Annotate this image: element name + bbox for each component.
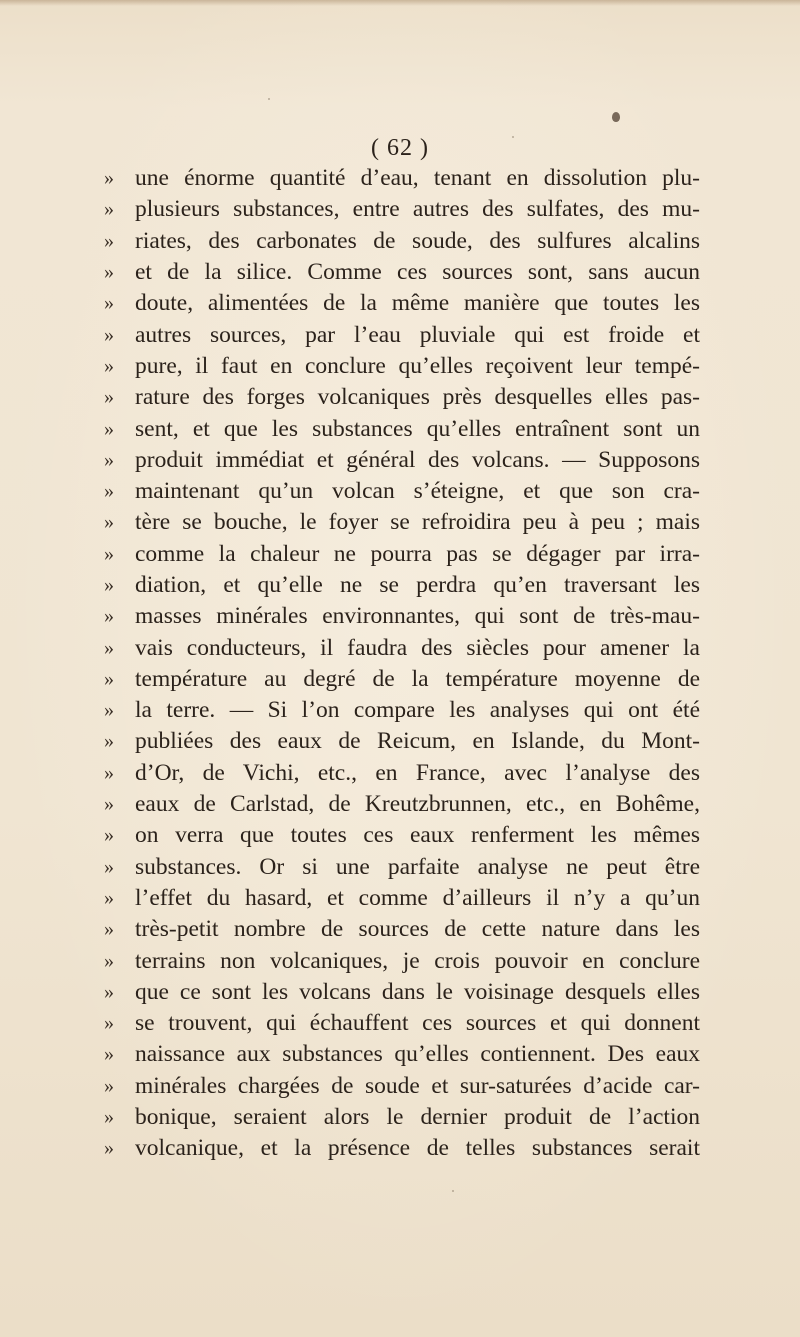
line-text: rature des forges volcaniques près desquelles elles pas- [135,384,700,411]
quotation-mark: » [104,511,114,534]
text-line [104,601,700,632]
line-text: bonique, seraient alors le dernier produit de l’action [135,1104,700,1131]
text-line [104,445,700,476]
quotation-mark: » [104,855,114,878]
text-line [104,632,700,663]
line-text: que ce sont les volcans dans le voisinage desquels elles [135,978,700,1005]
quotation-mark: » [104,949,114,972]
text-line [104,194,700,225]
line-text: maintenant qu’un volcan s’éteigne, et que son cra- [135,478,700,505]
quotation-mark: » [104,354,114,377]
line-text: volcanique, et la présence de telles substances serait [135,1135,700,1162]
quotation-mark: » [104,574,114,596]
quotation-mark: » [104,386,114,409]
line-text: on verra que toutes ces eaux renferment les mêmes [135,822,700,849]
text-line [104,1133,700,1164]
text-line [104,539,700,570]
text-line [104,507,700,538]
line-text: produit immédiat et général des volcans. — Supposons [135,446,700,473]
text-line [104,1071,700,1102]
text-line [104,1008,700,1039]
text-line [104,789,700,820]
line-text: riates, des carbonates de soude, des sulfures alcalins [135,227,700,254]
page-top-edge [0,0,800,6]
text-line [104,382,700,413]
line-text: eaux de Carlstad, de Kreutzbrunnen, etc., en Bohême, [135,791,700,818]
text-line [104,257,700,288]
quotation-mark: » [104,1012,114,1035]
text-line [104,413,700,444]
quotation-mark: » [104,1106,114,1129]
line-text: très-petit nombre de sources de cette nature dans les [135,916,700,943]
quotation-mark: » [104,699,114,722]
quotation-mark: » [104,417,114,440]
line-text: pure, il faut en conclure qu’elles reçoivent leur tempé- [135,352,700,379]
quotation-mark: » [104,448,114,471]
line-text: publiées des eaux de Reicum, en Islande, du Mont- [135,728,700,755]
line-text: température au degré de la température moyenne de [135,665,700,692]
quotation-mark: » [104,636,114,659]
line-text: se trouvent, qui échauffent ces sources et qui donnent [135,1010,700,1037]
quotation-mark: » [104,980,114,1003]
quotation-mark: » [104,605,114,628]
quotation-mark: » [104,667,114,690]
quotation-mark: » [104,261,114,284]
text-line [104,945,700,976]
line-text: terrains non volcaniques, je crois pouvoir en conclure [135,947,700,974]
line-text: d’Or, de Vichi, etc., en France, avec l’analyse des [135,759,700,786]
text-line [104,226,700,257]
quotation-mark: » [104,480,114,503]
line-text: une énorme quantité d’eau, tenant en dissolution plu- [135,165,700,192]
page-body-text [104,163,700,1165]
text-line [104,476,700,507]
quotation-mark: » [104,229,114,252]
quotation-mark: » [104,323,114,346]
text-line [104,570,700,601]
text-line [104,664,700,695]
quotation-mark: » [104,292,114,315]
quotation-mark: » [104,886,114,909]
page-number-header: ( 62 ) [371,135,429,161]
paper-speck [452,1190,454,1192]
text-line [104,977,700,1008]
text-line [104,820,700,851]
text-line [104,758,700,789]
quotation-mark: » [104,918,114,941]
line-text: masses minérales environnantes, qui sont de très-mau- [135,603,700,630]
text-line [104,695,700,726]
line-text: comme la chaleur ne pourra pas se dégager par irra- [135,540,700,567]
quotation-mark: » [104,1137,114,1160]
line-text: doute, alimentées de la même manière que toutes les [135,290,700,317]
line-text: sent, et que les substances qu’elles entraînent sont un [135,415,700,442]
line-text: minérales chargées de soude et sur-saturées d’acide car- [135,1072,700,1099]
text-line [104,1039,700,1070]
quotation-mark: » [104,542,114,565]
line-text: la terre. — Si l’on compare les analyses qui ont été [135,697,700,724]
text-line [104,351,700,382]
text-line [104,883,700,914]
quotation-mark: » [104,1043,114,1066]
quotation-mark: » [104,824,114,847]
text-line [104,319,700,350]
quotation-mark: » [104,1074,114,1097]
line-text: l’effet du hasard, et comme d’ailleurs il n’y a qu’un [135,884,700,911]
line-text: et de la silice. Comme ces sources sont, sans aucun [135,259,700,286]
quotation-mark: » [104,793,114,816]
line-text: plusieurs substances, entre autres des sulfates, des mu- [135,196,700,223]
quotation-mark: » [104,730,114,753]
text-line [104,163,700,194]
text-line [104,914,700,945]
line-text: naissance aux substances qu’elles contiennent. Des eaux [135,1041,700,1068]
line-text: tère se bouche, le foyer se refroidira peu à peu ; mais [135,509,700,536]
text-line [104,288,700,319]
line-text: substances. Or si une parfaite analyse ne peut être [135,853,700,880]
quotation-mark: » [104,198,114,221]
paper-speck [268,98,270,100]
quotation-mark: » [104,761,114,784]
line-text: diation, et qu’elle ne se perdra qu’en traversant les [135,572,700,598]
fleuron-icon [612,112,620,122]
line-text: vais conducteurs, il faudra des siècles pour amener la [135,634,700,661]
quotation-mark: » [104,167,114,190]
line-text: autres sources, par l’eau pluviale qui est froide et [135,321,700,348]
text-line [104,726,700,757]
text-line [104,852,700,883]
text-line [104,1102,700,1133]
